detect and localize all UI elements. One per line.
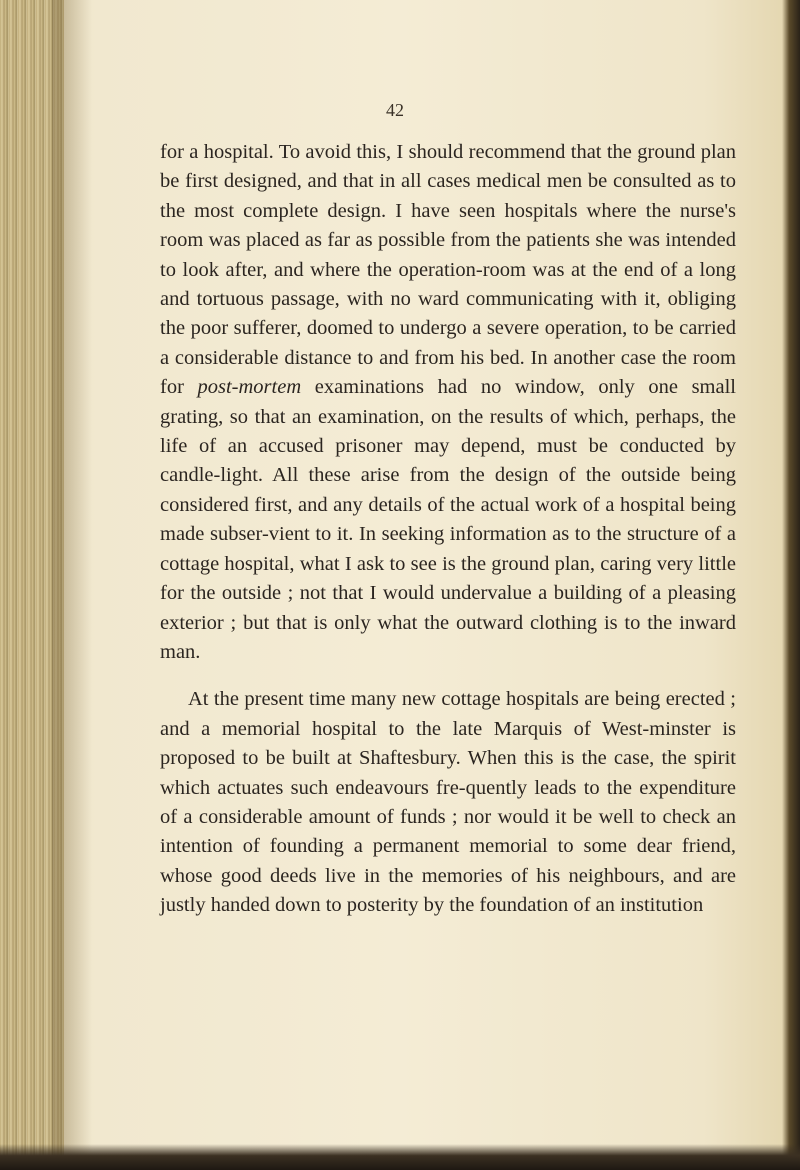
page-number: 42 <box>386 100 404 120</box>
body-text <box>160 138 736 921</box>
paragraph-1-text-b: examinations had no window, only one small grating, so that an examination, on the results of which, perhaps, the life of an accused prisoner may depend, must be conducted by candle-light. All these arise from the design of the outside being considered first, and any details of the actual work of a hospital being made subser-vient to it. In seeking information as to the structure of a cottage hospital, what I ask to see is the ground plan, caring very little for the outside ; not that I would undervalue a building of a pleasing exterior ; but that is only what the outward clothing is to the inward man. <box>160 376 736 663</box>
paragraph-1 <box>160 138 736 667</box>
paragraph-1-italic-term: post-mortem <box>197 376 302 399</box>
paragraph-1-text-a: for a hospital. To avoid this, I should recommend that the ground plan be first designed, and that in all cases medical men be consulted as to the most complete design. I have seen hospitals where the nurse's room was placed as far as possible from the patients she was intended to look after, and where the operation-room was at the end of a long and tortuous passage, with no ward communicating with it, obliging the poor sufferer, doomed to undergo a severe operation, to be carried a considerable distance to and from his bed. In another case the room for <box>160 141 736 399</box>
gutter-shadow <box>52 0 92 1170</box>
page-bottom-edge <box>0 1144 800 1170</box>
page-right-edge <box>782 0 800 1170</box>
paragraph-2: At the present time many new cottage hospitals are being erected ; and a memorial hospital to the late Marquis of West-minster is proposed to be built at Shaftesbury. When this is the case, the spirit which actuates such endeavours fre-quently leads to the expenditure of a considerable amount of funds ; nor would it be well to check an intention of founding a permanent memorial to some dear friend, whose good deeds live in the memories of his neighbours, and are justly handed down to posterity by the foundation of an institution <box>160 688 736 917</box>
